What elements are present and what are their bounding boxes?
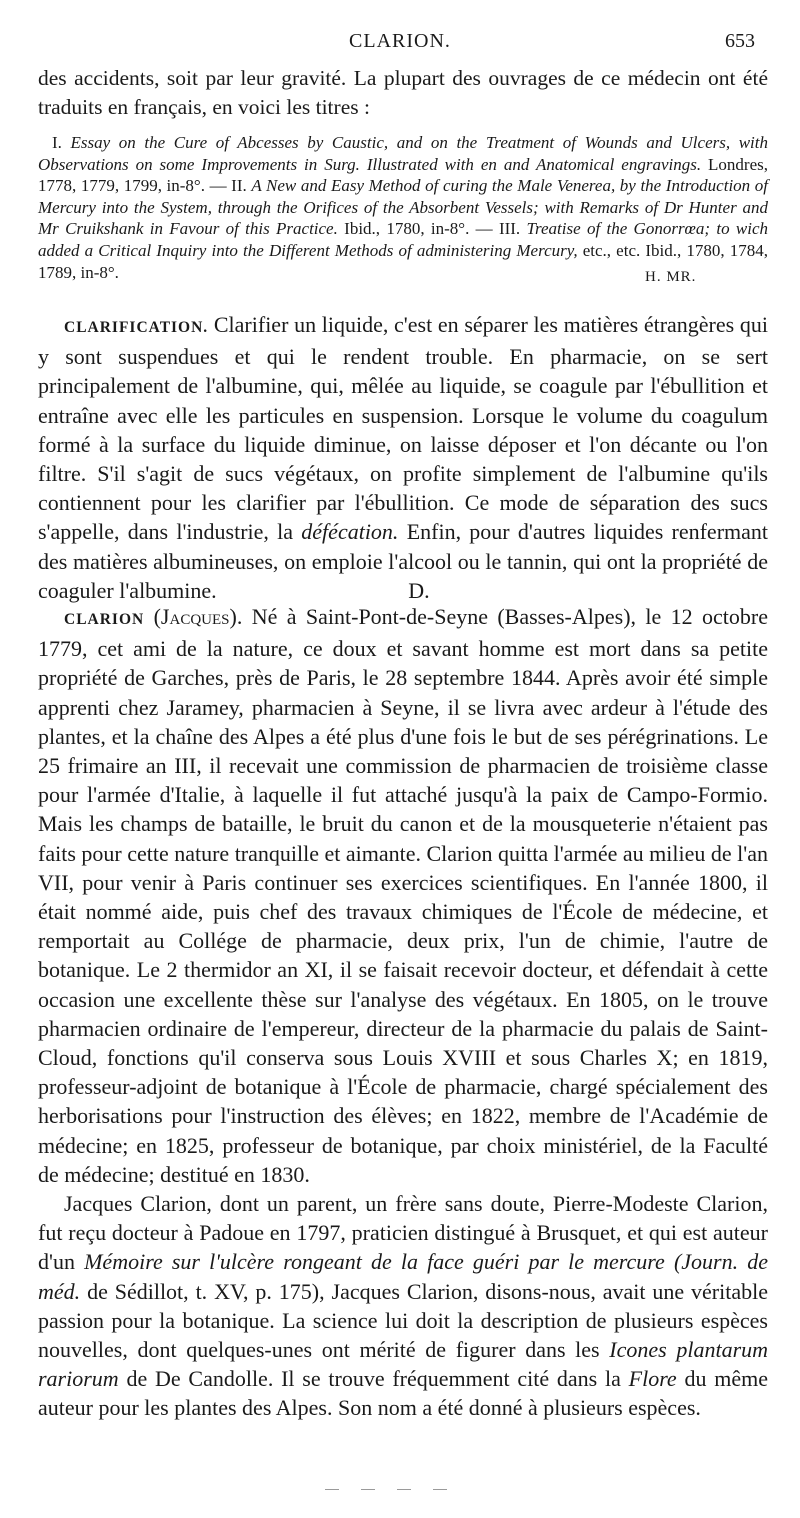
ref-1-number: I. — [52, 133, 62, 152]
entry-headword: CLARION — [64, 611, 145, 628]
divider — [433, 1489, 447, 1490]
divider — [361, 1489, 375, 1490]
entry-text: Né à Saint-Pont-de-Seyne (Basses-Alpes), le 12 octobre 1779, cet ami de la nature, ce doux et savant homme est mort dans sa petite propriété de Garches, près de Paris, le 28 septembre 1844. Après avoir été simple apprenti chez Jaramey, pharmacien à Seyne, il se livra avec ardeur à l'étude des plantes, et la chaîne des Alpes a été plus d'une fois le but de ses pérégrinations. Le 25 frimaire an III, il recevait une commission de pharmacien de troisième classe pour l'armée d'Italie, à laquelle il fut attaché jusqu'à la paix de Campo-Formio. Mais les champs de bataille, le bruit du canon et de la mousqueterie n'étaient pas faits pour cette nature tranquille et aimante. Clarion quitta l'armée au milieu de l'an VII, pour venir à Paris continuer ses exercices scientifiques. En l'année 1800, il était nommé aide, puis chef des travaux chimiques de l'École de médecine, et remportait au Collége de pharmacie, deux prix, l'un de chimie, l'autre de botanique. Le 2 thermidor an XI, il se faisait recevoir docteur, et défendait à cette occasion une excellente thèse sur l'analyse des végétaux. En 1805, on le trouve pharmacien ordinaire de l'empereur, directeur de la pharmacie du palais de Saint-Cloud, fonctions qu'il conserva sous Louis XVIII et sous Charles X; en 1819, professeur-adjoint de botanique à l'École de pharmacie, chargé spécialement des herborisations pour l'instruction des élèves; en 1822, membre de l'Académie de médecine; en 1825, professeur de botanique, par choix ministériel, de la Faculté de médecine; destitué en 1830. — [38, 604, 769, 1187]
entry-term: défécation. — [301, 519, 399, 545]
bibliography-signature: H. MR. — [645, 269, 697, 285]
entry-clarion — [38, 602, 768, 1423]
entry-headword: CLARIFICATION. — [64, 319, 209, 336]
page-number: 653 — [725, 30, 755, 52]
ref-3-publication: etc., etc. Ibid., 1780, 1784, 1789, in-8°. — [38, 240, 768, 282]
page-bottom-rule — [325, 1480, 469, 1498]
bibliography-block — [38, 132, 768, 283]
entry-journal: (Journ. de méd. — [38, 1249, 769, 1304]
entry-text: de De Candolle. Il se trouve fréquemment cité dans la — [126, 1366, 621, 1392]
divider — [325, 1489, 339, 1490]
entry-title-memoire: Mémoire sur l'ulcère rongeant de la face guéri par le mercure — [84, 1249, 665, 1275]
entry-paragraph — [38, 1189, 768, 1423]
lead-paragraph: des accidents, soit par leur gravité. La plupart des ouvrages de ce médecin ont été traduits en français, en voici les titres : — [38, 66, 768, 119]
running-title: CLARION. — [349, 30, 451, 52]
entry-title-flore: Flore — [628, 1366, 677, 1392]
entry-text: Enfin, pour d'autres liquides renfermant des matières albumineuses, on emploie l'alcool ou le tannin, qui ont la propriété de coaguler l'albumine. — [38, 519, 769, 603]
entry-text: de Sédillot, t. XV, p. 175), Jacques Clarion, disons-nous, avait une véritable passion pour la botanique. La science lui doit la description de plusieurs espèces nouvelles, dont quelques-unes ont mérité de figurer dans les — [38, 1278, 768, 1363]
entry-firstname: (Jacques). — [153, 604, 243, 629]
ref-3-title: Treatise of the Gonorrœa; to wich added a Critical Inquiry into the Different Methods of administering Mercury, — [38, 219, 768, 260]
entry-text: Jacques Clarion, dont un parent, un frère sans doute, Pierre-Modeste Clarion, fut reçu docteur à Padoue en 1797, praticien distingué à Brusquet, et qui est auteur d'un — [38, 1191, 768, 1275]
ref-1-title: Essay on the Cure of Abcesses by Caustic, and on the Treatment of Wounds and Ulcers, with Observations on some Improvements in Surg. Illustrated with en and Anatomical engravings. — [38, 133, 768, 174]
ref-2-title: A New and Easy Method of curing the Male Venerea, by the Introduction of Mercury into the System, through the Orifices of the Absorbent Vessels; with Remarks of Dr Hunter and Mr Cruikshank in Favour of this Practice. — [38, 176, 768, 239]
entry-signature: D. — [408, 577, 430, 603]
entry-paragraph — [38, 602, 768, 1189]
ref-2-publication: Ibid., 1780, in-8°. — III. — [344, 219, 521, 239]
divider — [397, 1489, 411, 1490]
entry-clarification — [38, 310, 768, 605]
entry-title-icones: Icones plantarum rariorum — [38, 1337, 769, 1392]
ref-1-publication: Londres, 1778, 1779, 1799, in-8°. — II. — [38, 154, 769, 196]
entry-text: Clarifier un liquide, c'est en séparer les matières étrangères qui y sont suspendues et qui le rendent trouble. En pharmacie, on se sert principalement de l'albumine, qui, mêlée au liquide, se coagule par l'ébullition et entraîne avec elle les particules en suspension. Lorsque le volume du coagulum formé à la surface du liquide diminue, on laisse déposer et l'on décante ou l'on filtre. S'il s'agit de sucs végétaux, on profite simplement de l'albumine qu'ils contiennent pour les clarifier par l'ébullition. Ce mode de séparation des sucs s'appelle, dans l'industrie, la — [38, 312, 769, 545]
entry-text: du même auteur pour les plantes des Alpes. Son nom a été donné à plusieurs espèces. — [38, 1366, 768, 1421]
